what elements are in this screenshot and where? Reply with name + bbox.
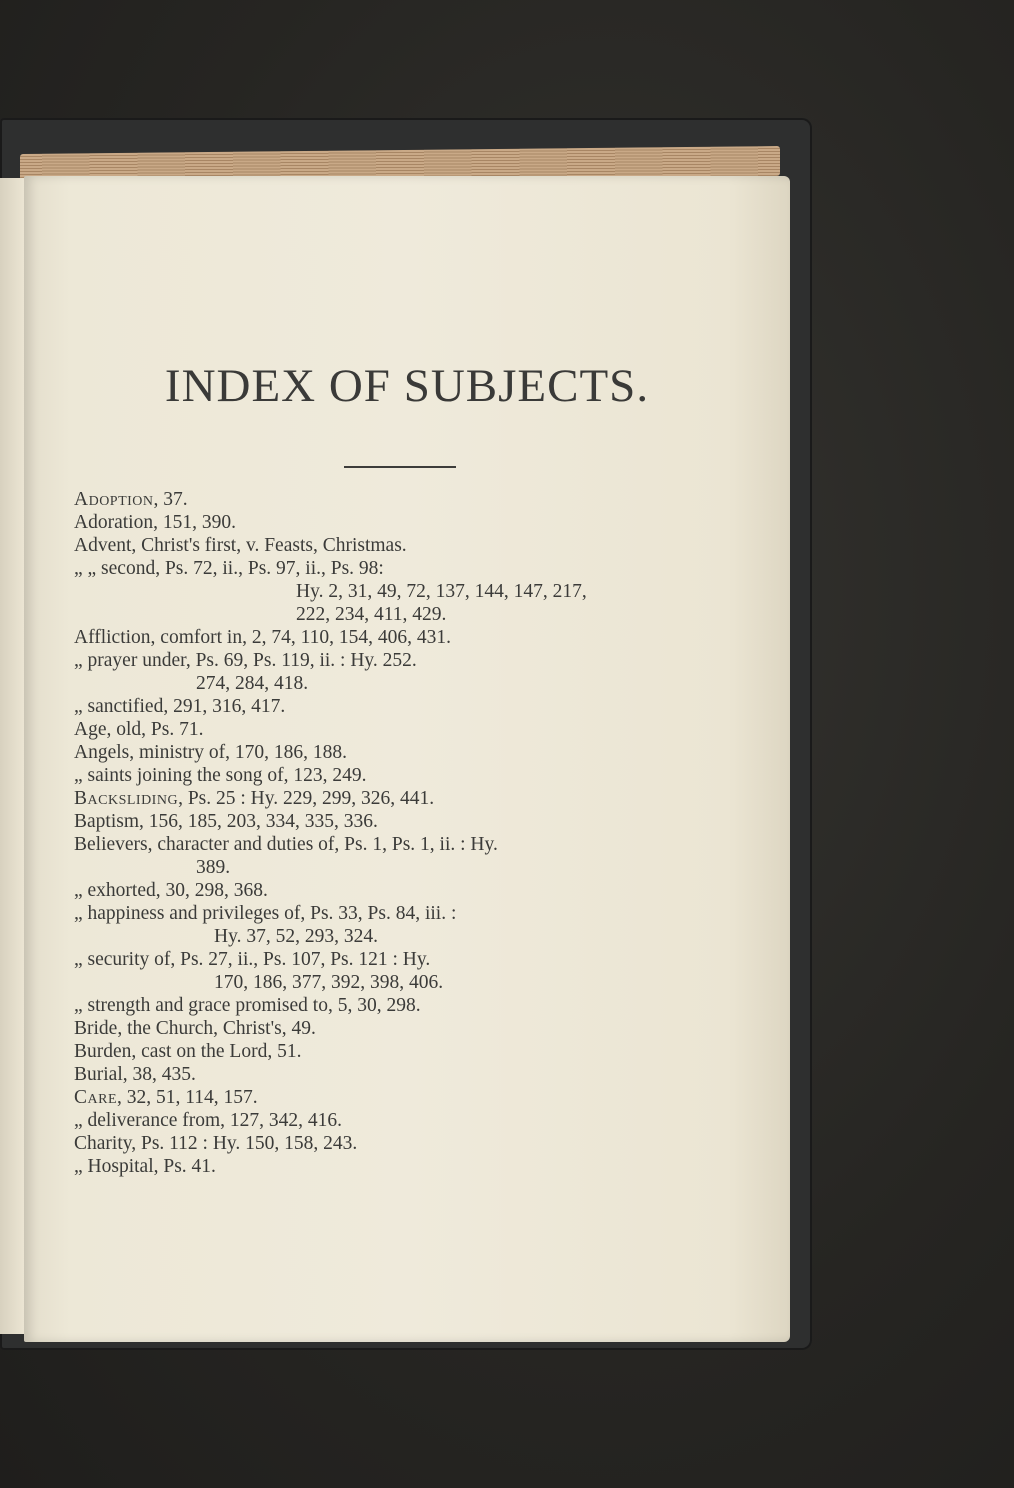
subject-index [74,488,774,1178]
page-title: INDEX OF SUBJECTS. [164,360,650,412]
index-entry: „ happiness and privileges of, Ps. 33, Ps. 84, iii. : [74,903,457,924]
title-rule [344,466,456,468]
index-entry: Charity, Ps. 112 : Hy. 150, 158, 243. [74,1133,358,1154]
book-page [24,176,790,1342]
index-entry [74,488,774,511]
index-entry: „ security of, Ps. 27, ii., Ps. 107, Ps. 121 : Hy. [74,949,431,970]
index-entry-heading: Backsliding [74,788,179,809]
index-entry: „ deliverance from, 127, 342, 416. [74,1110,343,1131]
index-entry: Burial, 38, 435. [74,1064,196,1085]
index-entry [74,787,774,810]
index-entry: „ „ second, Ps. 72, ii., Ps. 97, ii., Ps. 98: [74,558,384,579]
index-entry: Affliction, comfort in, 2, 74, 110, 154, 406, 431. [74,627,451,648]
index-entry: Believers, character and duties of, Ps. 1, Ps. 1, ii. : Hy. [74,834,498,855]
left-page-edge [0,178,24,1334]
index-entry-text: , Ps. 25 : Hy. 229, 299, 326, 441. [178,788,435,809]
index-entry: Advent, Christ's first, v. Feasts, Christmas. [74,535,407,556]
index-entry: 222, 234, 411, 429. [296,604,447,625]
index-entry: „ saints joining the song of, 123, 249. [74,765,367,786]
index-entry: Baptism, 156, 185, 203, 334, 335, 336. [74,811,378,832]
index-entry-heading: Care [74,1087,118,1108]
index-entry: Burden, cast on the Lord, 51. [74,1041,302,1062]
index-entry: Hy. 37, 52, 293, 324. [214,926,378,947]
index-entry: 170, 186, 377, 392, 398, 406. [214,972,444,993]
index-entry: Angels, ministry of, 170, 186, 188. [74,742,347,763]
index-entry: „ prayer under, Ps. 69, Ps. 119, ii. : Hy. 252. [74,650,417,671]
index-entry: „ sanctified, 291, 316, 417. [74,696,286,717]
index-entry: „ strength and grace promised to, 5, 30, 298. [74,995,421,1016]
index-entry: Age, old, Ps. 71. [74,719,204,740]
index-entry: 389. [196,857,231,878]
index-entry: Bride, the Church, Christ's, 49. [74,1018,316,1039]
index-entry: „ Hospital, Ps. 41. [74,1156,216,1177]
index-entry-text: , 32, 51, 114, 157. [117,1087,258,1108]
index-entry-text: , 37. [153,489,188,510]
index-entry-heading: Adoption [74,489,154,510]
index-entry: „ exhorted, 30, 298, 368. [74,880,268,901]
index-entry: Hy. 2, 31, 49, 72, 137, 144, 147, 217, [296,581,587,602]
index-entry: 274, 284, 418. [196,673,309,694]
index-entry [74,1086,774,1109]
index-entry: Adoration, 151, 390. [74,512,236,533]
